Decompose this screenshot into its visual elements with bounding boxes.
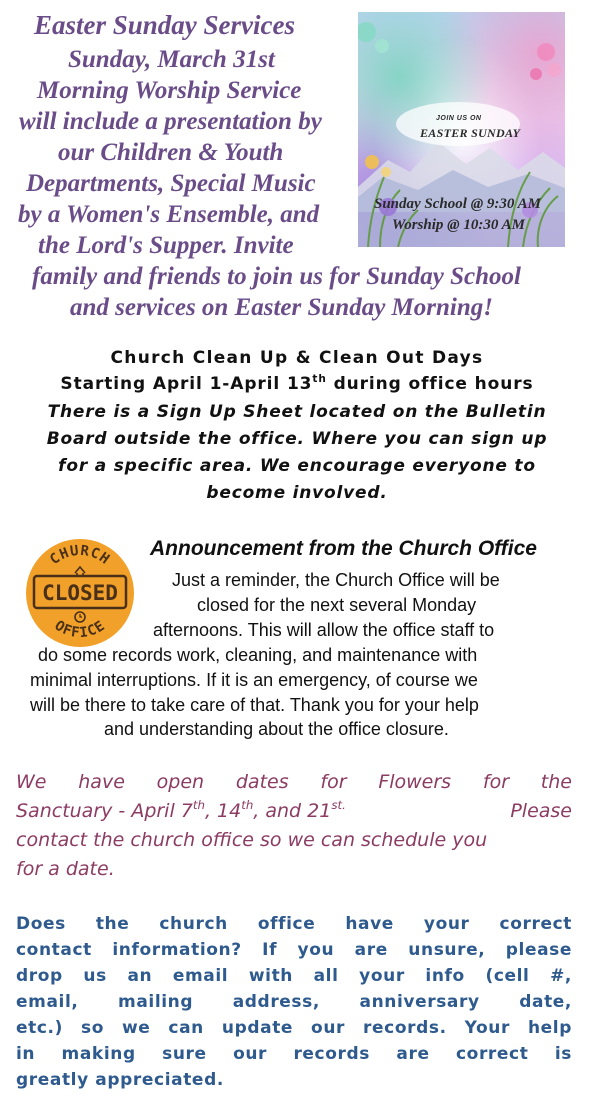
contact-line	[16, 1015, 572, 1041]
announcement-text-line: Just a reminder, the Church Office will be	[172, 570, 500, 590]
cleanup-title: Church Clean Up & Clean Out Days	[110, 348, 484, 368]
flowers-word: dates	[235, 771, 289, 793]
contact-line	[16, 1041, 572, 1067]
flowers-dates-a: Sanctuary - April 7	[16, 800, 193, 822]
contact-text: in making sure our records are correct is	[16, 1044, 572, 1064]
cleanup-text-line: Board outside the office. Where you can sign up	[46, 429, 548, 449]
flyer-sunday-school-time: Sunday School @ 9:30 AM	[374, 196, 541, 212]
closed-icon-bottom-text: OFFICE	[51, 617, 109, 642]
easter-text-line: family and friends to join us for Sunday School	[32, 263, 521, 290]
contact-text: Does the church office have your correct	[16, 914, 572, 934]
cleanup-text-line: for a specific area. We encourage everyone to	[58, 456, 536, 476]
contact-text: drop us an email with all your info (cell #,	[16, 966, 572, 986]
announcement-text-line: do some records work, cleaning, and maintenance with	[38, 645, 478, 665]
flowers-line-4: for a date.	[16, 858, 115, 880]
cleanup-dates	[0, 371, 594, 397]
cleanup-text-line: There is a Sign Up Sheet located on the Bulletin	[47, 402, 547, 422]
flowers-sup: st.	[331, 798, 346, 813]
flowers-word: for	[482, 771, 509, 793]
cleanup-dates-text: Starting April 1-April 13	[60, 374, 313, 394]
contact-line-last: greatly appreciated.	[16, 1070, 224, 1090]
announcement-title: Announcement from the Church Office	[150, 537, 537, 560]
flowers-word: We	[16, 771, 47, 793]
flowers-dates-b: , 14	[204, 800, 242, 822]
flowers-line-3: contact the church office so we can schedule you	[16, 829, 488, 851]
easter-section	[0, 0, 594, 330]
announcement-text-line: minimal interruptions. If it is an emergency, of course we	[30, 670, 478, 690]
contact-text: etc.) so we can update our records. Your help	[16, 1018, 572, 1038]
flowers-sup: th	[192, 798, 205, 813]
easter-title: Easter Sunday Services	[34, 10, 296, 40]
easter-date: Sunday, March 31st	[68, 46, 275, 73]
easter-text-line: the Lord's Supper. Invite	[38, 232, 294, 259]
flowers-sup: th	[241, 798, 254, 813]
church-closed-icon	[24, 537, 136, 649]
contact-text: contact information? If you are unsure, please	[16, 940, 572, 960]
easter-text-line: will include a presentation by	[19, 108, 322, 135]
flowers-dates	[16, 797, 346, 826]
contact-line	[16, 963, 572, 989]
flowers-word: have	[78, 771, 125, 793]
flowers-line-1	[16, 768, 572, 797]
cleanup-dates-sup: th	[312, 372, 327, 385]
contact-line	[16, 989, 572, 1015]
easter-text-line: Morning Worship Service	[37, 77, 302, 104]
contact-line	[16, 937, 572, 963]
announcement-text-line: and understanding about the office closure.	[104, 719, 449, 739]
easter-text-line: and services on Easter Sunday Morning!	[70, 294, 493, 321]
contact-line	[16, 911, 572, 937]
cleanup-dates-suffix: during office hours	[326, 374, 534, 394]
flyer-worship-time: Worship @ 10:30 AM	[392, 217, 525, 233]
announcement-text-line: will be there to take care of that. Thank you for your help	[30, 695, 479, 715]
flowers-word: the	[540, 771, 572, 793]
flowers-dates-c: , and 21	[253, 800, 332, 822]
flowers-line-2	[16, 797, 572, 826]
closed-icon-top-text: CHURCH	[47, 542, 113, 569]
easter-text-line: by a Women's Ensemble, and	[18, 201, 320, 228]
flyer-easter-text: EASTER SUNDAY	[420, 126, 521, 140]
flowers-word: for	[320, 771, 347, 793]
easter-text-line: Departments, Special Music	[26, 170, 316, 197]
flowers-word: Flowers	[378, 771, 452, 793]
cleanup-text-line: become involved.	[206, 483, 388, 503]
flowers-word: open	[156, 771, 205, 793]
announcement-text-line: afternoons. This will allow the office staff to	[153, 620, 495, 640]
closed-icon-label: CLOSED	[42, 581, 118, 605]
easter-flyer-image	[358, 12, 565, 247]
contact-text: email, mailing address, anniversary date,	[16, 992, 572, 1012]
flowers-please: Please	[510, 800, 572, 822]
flyer-join-text: JOIN US ON	[436, 115, 482, 122]
announcement-text-line: closed for the next several Monday	[197, 595, 477, 615]
easter-text-line: our Children & Youth	[58, 139, 284, 166]
